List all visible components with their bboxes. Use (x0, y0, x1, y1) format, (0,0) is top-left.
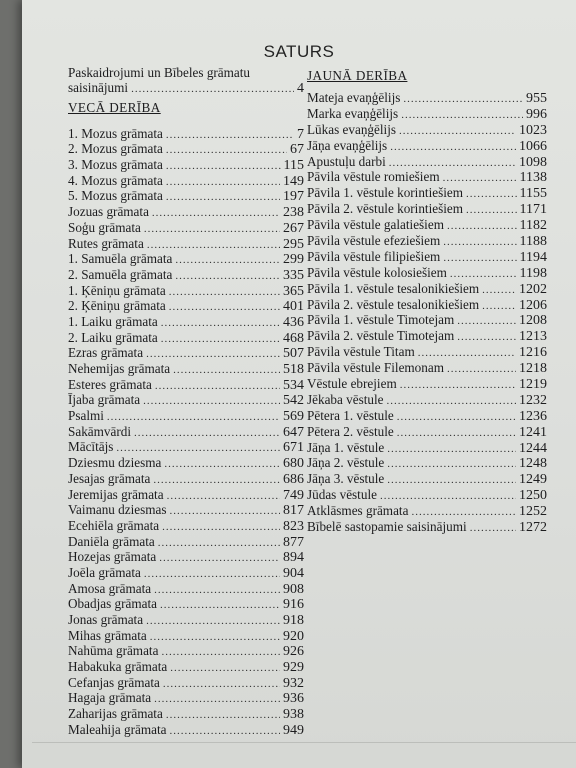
leader-dots (166, 175, 280, 191)
leader-dots (447, 362, 516, 378)
entry-title: Nehemijas grāmata (68, 361, 171, 376)
entry-title: Ecehiēla grāmata (68, 517, 160, 533)
entry-page-number: 115 (283, 158, 304, 174)
entry-page-number: 569 (283, 409, 304, 425)
leader-dots (143, 394, 280, 410)
toc-entry (307, 312, 547, 328)
leader-dots (166, 190, 280, 206)
entry-page-number: 929 (283, 660, 304, 676)
leader-dots (155, 379, 280, 395)
entry-title: Cefanjas grāmata (68, 674, 160, 690)
entry-title: Sakāmvārdi (68, 423, 131, 439)
entry-page-number: 916 (283, 597, 304, 613)
leader-dots (457, 314, 516, 330)
entry-page-number: 671 (283, 440, 304, 456)
entry-page-number: 1250 (519, 488, 547, 504)
leader-dots (166, 143, 287, 159)
toc-entry (307, 440, 547, 456)
entry-page-number: 67 (290, 142, 304, 158)
leader-dots (482, 299, 516, 315)
toc-entry (307, 265, 547, 281)
leader-dots (152, 206, 280, 222)
entry-title: Apustuļu darbi (307, 153, 386, 169)
entry-page-number: 534 (283, 377, 304, 393)
toc-entry (307, 169, 547, 185)
entry-title: Jonas grāmata (68, 612, 144, 627)
entry-title: 3. Mozus grāmata (68, 157, 163, 173)
entry-title: Pāvila 1. vēstule Timotejam (307, 312, 455, 328)
leader-dots (170, 661, 280, 677)
entry-page-number: 149 (283, 173, 304, 189)
toc-entry (68, 549, 304, 565)
entry-page-number: 335 (283, 267, 304, 283)
entry-page-number: 1232 (519, 392, 547, 408)
toc-entry (68, 690, 304, 706)
entry-title: Pāvila vēstule kolosiešiem (307, 264, 447, 280)
entry-title: Hagaja grāmata (68, 690, 152, 706)
leader-dots (175, 253, 280, 269)
entry-page-number: 1249 (519, 472, 547, 488)
entry-page-number: 1252 (519, 504, 547, 520)
entry-page-number: 1182 (519, 218, 547, 234)
toc-entry (307, 344, 547, 360)
entry-title: Pāvila vēstule Titam (307, 344, 415, 360)
leader-dots (131, 82, 294, 98)
leader-dots (470, 521, 516, 537)
intro-page: 4 (297, 81, 304, 96)
toc-entry (307, 471, 547, 487)
toc-entry (307, 233, 547, 249)
leader-dots (397, 426, 516, 442)
leader-dots (175, 269, 280, 285)
entry-page-number: 936 (283, 691, 304, 707)
entry-page-number: 542 (283, 393, 304, 409)
entry-page-number: 1066 (519, 138, 547, 154)
leader-dots (387, 394, 516, 410)
leader-dots (173, 363, 280, 379)
intro-line-1: Paskaidrojumi un Bībeles grāmatu (68, 65, 251, 80)
leader-dots (387, 457, 516, 473)
entry-title: Marka evaņģēlijs (307, 105, 399, 121)
entry-title: Esteres grāmata (68, 376, 152, 392)
entry-page-number: 1241 (519, 424, 547, 440)
old-testament-column (68, 66, 304, 738)
leader-dots (153, 473, 280, 489)
toc-entry (68, 126, 304, 142)
toc-entry (307, 360, 547, 376)
entry-page-number: 1216 (519, 345, 547, 361)
entry-page-number: 1244 (519, 440, 547, 456)
entry-page-number: 894 (283, 550, 304, 566)
entry-page-number: 1218 (519, 361, 547, 377)
toc-entry (307, 281, 547, 297)
leader-dots (167, 489, 280, 505)
entry-title: Pāvila vēstule Filemonam (307, 360, 444, 376)
entry-title: Nahūma grāmata (68, 643, 159, 659)
entry-page-number: 904 (283, 565, 304, 581)
entry-page-number: 267 (283, 220, 304, 236)
intro-entry (68, 66, 304, 96)
entry-title: Pāvila vēstule efeziešiem (307, 233, 441, 249)
entry-title: Obadjas grāmata (68, 596, 157, 612)
toc-entry (68, 267, 304, 283)
new-testament-list (307, 90, 547, 535)
toc-entry (68, 612, 304, 628)
toc-entry (307, 201, 547, 217)
leader-dots (170, 724, 281, 740)
intro-name: saisinājumi (68, 80, 129, 95)
entry-title: 4. Mozus grāmata (68, 172, 163, 188)
leader-dots (401, 108, 523, 124)
entry-page-number: 1213 (519, 329, 547, 345)
entry-page-number: 749 (283, 487, 304, 503)
entry-page-number: 1206 (519, 297, 547, 313)
entry-title: Zaharijas grāmata (68, 706, 163, 722)
toc-entry (68, 487, 304, 503)
leader-dots (154, 692, 280, 708)
entry-page-number: 507 (283, 346, 304, 362)
toc-entry (68, 502, 304, 518)
leader-dots (447, 219, 517, 235)
old-testament-heading: VECĀ DERĪBA (68, 99, 161, 115)
toc-entry (68, 377, 304, 393)
entry-title: Hozejas grāmata (68, 549, 157, 565)
entry-title: 5. Mozus grāmata (68, 188, 163, 204)
entry-page-number: 647 (283, 424, 304, 440)
toc-entry (68, 345, 304, 361)
toc-entry (307, 106, 547, 122)
entry-title: Mihas grāmata (68, 627, 147, 643)
leader-dots (146, 614, 280, 630)
entry-title: 2. Samuēla grāmata (68, 266, 173, 282)
entry-title: Vēstule ebrejiem (307, 376, 397, 392)
entry-title: Jūdas vēstule (307, 487, 377, 503)
leader-dots (169, 285, 280, 301)
new-testament-column (307, 66, 547, 535)
entry-page-number: 920 (283, 628, 304, 644)
leader-dots (443, 235, 516, 251)
toc-entry (307, 424, 547, 440)
toc-entry (68, 236, 304, 252)
entry-page-number: 817 (283, 503, 304, 519)
page-title: SATURS (263, 42, 335, 61)
leader-dots (154, 583, 280, 599)
toc-entry (68, 188, 304, 204)
toc-entry (307, 154, 547, 170)
toc-entry (307, 328, 547, 344)
entry-title: Pāvila vēstule filipiešiem (307, 248, 441, 264)
entry-page-number: 908 (283, 581, 304, 597)
entry-title: Lūkas evaņģēlijs (307, 121, 396, 137)
leader-dots (162, 520, 280, 536)
leader-dots (400, 378, 516, 394)
page-bottom-rule (32, 742, 576, 743)
toc-entry (68, 722, 304, 738)
toc-entry (68, 628, 304, 644)
toc-entry (307, 297, 547, 313)
leader-dots (161, 332, 280, 348)
toc-entry (307, 392, 547, 408)
leader-dots (159, 551, 280, 567)
entry-page-number: 299 (283, 252, 304, 268)
toc-entry (68, 659, 304, 675)
entry-title: Rutes grāmata (68, 235, 144, 251)
leader-dots (150, 630, 280, 646)
toc-entry (307, 122, 547, 138)
leader-dots (158, 536, 280, 552)
toc-entry (307, 217, 547, 233)
entry-title: Habakuka grāmata (68, 659, 168, 675)
entry-page-number: 1171 (519, 202, 547, 218)
toc-entry (307, 90, 547, 106)
entry-title: Jāņa 2. vēstule (307, 455, 385, 471)
entry-title: Vaimanu dziesmas (68, 502, 167, 518)
toc-entry (307, 185, 547, 201)
entry-title: Jāņa evaņģēlijs (307, 137, 388, 153)
entry-page-number: 1272 (519, 520, 547, 536)
book-page (22, 0, 576, 768)
entry-title: Pāvila 1. vēstule korintiešiem (307, 185, 464, 201)
entry-page-number: 518 (283, 362, 304, 377)
entry-page-number: 955 (526, 91, 547, 106)
entry-title: Psalmi (68, 408, 104, 424)
leader-dots (166, 128, 294, 144)
leader-dots (390, 140, 516, 156)
toc-entry (68, 643, 304, 659)
toc-entry (68, 392, 304, 408)
leader-dots (144, 222, 280, 238)
entry-title: Pāvila 2. vēstule korintiešiem (307, 201, 464, 217)
toc-entry (68, 251, 304, 267)
leader-dots (166, 708, 280, 724)
leader-dots (443, 251, 516, 267)
entry-title: Pāvila vēstule romiešiem (307, 169, 440, 185)
leader-dots (387, 473, 516, 489)
entry-title: Pāvila 2. vēstule tesalonikiešiem (307, 296, 480, 312)
leader-dots (466, 203, 516, 219)
toc-entry (68, 471, 304, 487)
entry-page-number: 1155 (519, 186, 547, 202)
entry-title: 1. Samuēla grāmata (68, 251, 173, 267)
entry-page-number: 295 (283, 236, 304, 252)
leader-dots (169, 300, 280, 316)
leader-dots (163, 677, 280, 693)
toc-entry (68, 424, 304, 440)
entry-page-number: 1202 (519, 281, 547, 297)
entry-title: Atklāsmes grāmata (307, 503, 409, 519)
entry-title: Jāņa 3. vēstule (307, 471, 385, 487)
entry-page-number: 680 (283, 456, 304, 472)
leader-dots (457, 330, 516, 346)
entry-page-number: 401 (283, 299, 304, 315)
toc-entry (307, 503, 547, 519)
entry-title: Jāņa 1. vēstule (307, 439, 385, 455)
leader-dots (466, 187, 516, 203)
leader-dots (134, 426, 280, 442)
entry-page-number: 365 (283, 283, 304, 299)
entry-page-number: 1236 (519, 408, 547, 424)
entry-title: 2. Laiku grāmata (68, 329, 158, 345)
entry-title: 2. Mozus grāmata (68, 141, 163, 157)
toc-entry (307, 249, 547, 265)
toc-entry (307, 519, 547, 535)
toc-entry (68, 330, 304, 346)
entry-page-number: 1098 (519, 154, 547, 170)
entry-page-number: 1248 (519, 456, 547, 472)
entry-title: Mācītājs (68, 439, 114, 455)
entry-title: Daniēla grāmata (68, 533, 155, 549)
leader-dots (161, 316, 280, 332)
toc-entry (68, 675, 304, 691)
toc-entry (68, 220, 304, 236)
entry-page-number: 7 (297, 126, 304, 142)
entry-title: Jeremijas grāmata (68, 486, 164, 502)
toc-entry (68, 361, 304, 377)
entry-page-number: 949 (283, 722, 304, 738)
toc-entry (68, 173, 304, 189)
toc-entry (68, 455, 304, 471)
entry-title: Jēkaba vēstule (307, 391, 384, 407)
leader-dots (160, 598, 280, 614)
entry-title: Mateja evaņģēlijs (307, 90, 401, 105)
entry-page-number: 918 (283, 613, 304, 628)
toc-entry (68, 706, 304, 722)
toc-entry (307, 376, 547, 392)
entry-title: Maleahija grāmata (68, 721, 167, 737)
toc-entry (68, 518, 304, 534)
toc-entry (68, 534, 304, 550)
entry-page-number: 436 (283, 314, 304, 330)
leader-dots (397, 410, 516, 426)
toc-entry (68, 565, 304, 581)
entry-title: Ījaba grāmata (68, 392, 141, 408)
intro-line-2 (68, 80, 304, 96)
entry-page-number: 1219 (519, 377, 547, 393)
entry-page-number: 932 (283, 675, 304, 691)
entry-title: Jozuas grāmata (68, 204, 149, 220)
toc-entry (307, 138, 547, 154)
entry-page-number: 686 (283, 471, 304, 487)
entry-page-number: 996 (526, 106, 547, 122)
entry-title: 2. Ķēniņu grāmata (68, 298, 166, 314)
toc-entry (68, 408, 304, 424)
entry-title: Pāvila 2. vēstule Timotejam (307, 328, 455, 344)
entry-title: 1. Mozus grāmata (68, 125, 163, 141)
entry-page-number: 197 (283, 189, 304, 205)
new-testament-heading: JAUNĀ DERĪBA (307, 68, 408, 83)
entry-title: 1. Laiku grāmata (68, 313, 158, 329)
entry-title: Pētera 2. vēstule (307, 423, 394, 439)
entry-page-number: 877 (283, 534, 304, 550)
entry-title: Dziesmu dziesma (68, 455, 162, 471)
leader-dots (387, 442, 516, 458)
entry-page-number: 1023 (519, 122, 547, 138)
old-testament-list (68, 126, 304, 738)
leader-dots (161, 645, 280, 661)
entry-title: Ezras grāmata (68, 345, 144, 361)
toc-entry (68, 157, 304, 173)
entry-page-number: 1198 (519, 265, 547, 281)
toc-entry (68, 596, 304, 612)
entry-page-number: 1194 (519, 249, 547, 265)
entry-title: Soģu grāmata (68, 219, 141, 235)
toc-entry (68, 314, 304, 330)
entry-page-number: 938 (283, 707, 304, 723)
leader-dots (144, 567, 280, 583)
entry-title: Bībelē sastopamie saisinājumi (307, 519, 467, 535)
entry-title: Pētera 1. vēstule (307, 407, 394, 423)
leader-dots (107, 410, 280, 426)
entry-title: Jesajas grāmata (68, 470, 151, 486)
entry-title: Pāvila vēstule galatiešiem (307, 217, 444, 233)
toc-entry (307, 487, 547, 503)
toc-entry (68, 439, 304, 455)
toc-entry (68, 283, 304, 299)
entry-page-number: 1138 (519, 170, 547, 186)
entry-title: Amosa grāmata (68, 580, 152, 596)
leader-dots (403, 92, 523, 108)
entry-title: Pāvila 1. vēstule tesalonikiešiem (307, 280, 480, 296)
entry-page-number: 238 (283, 205, 304, 221)
toc-entry (68, 141, 304, 157)
toc-entry (307, 408, 547, 424)
toc-entry (68, 298, 304, 314)
entry-page-number: 926 (283, 644, 304, 660)
entry-title: 1. Ķēniņu grāmata (68, 282, 166, 298)
entry-page-number: 823 (283, 518, 304, 534)
toc-entry (68, 204, 304, 220)
leader-dots (164, 457, 280, 473)
leader-dots (482, 283, 516, 299)
entry-title: Joēla grāmata (68, 564, 141, 580)
leader-dots (399, 124, 516, 140)
entry-page-number: 1208 (519, 313, 547, 329)
entry-page-number: 468 (283, 330, 304, 346)
toc-entry (307, 455, 547, 471)
leader-dots (170, 504, 280, 520)
leader-dots (166, 159, 281, 175)
entry-page-number: 1188 (519, 234, 547, 250)
toc-entry (68, 581, 304, 597)
